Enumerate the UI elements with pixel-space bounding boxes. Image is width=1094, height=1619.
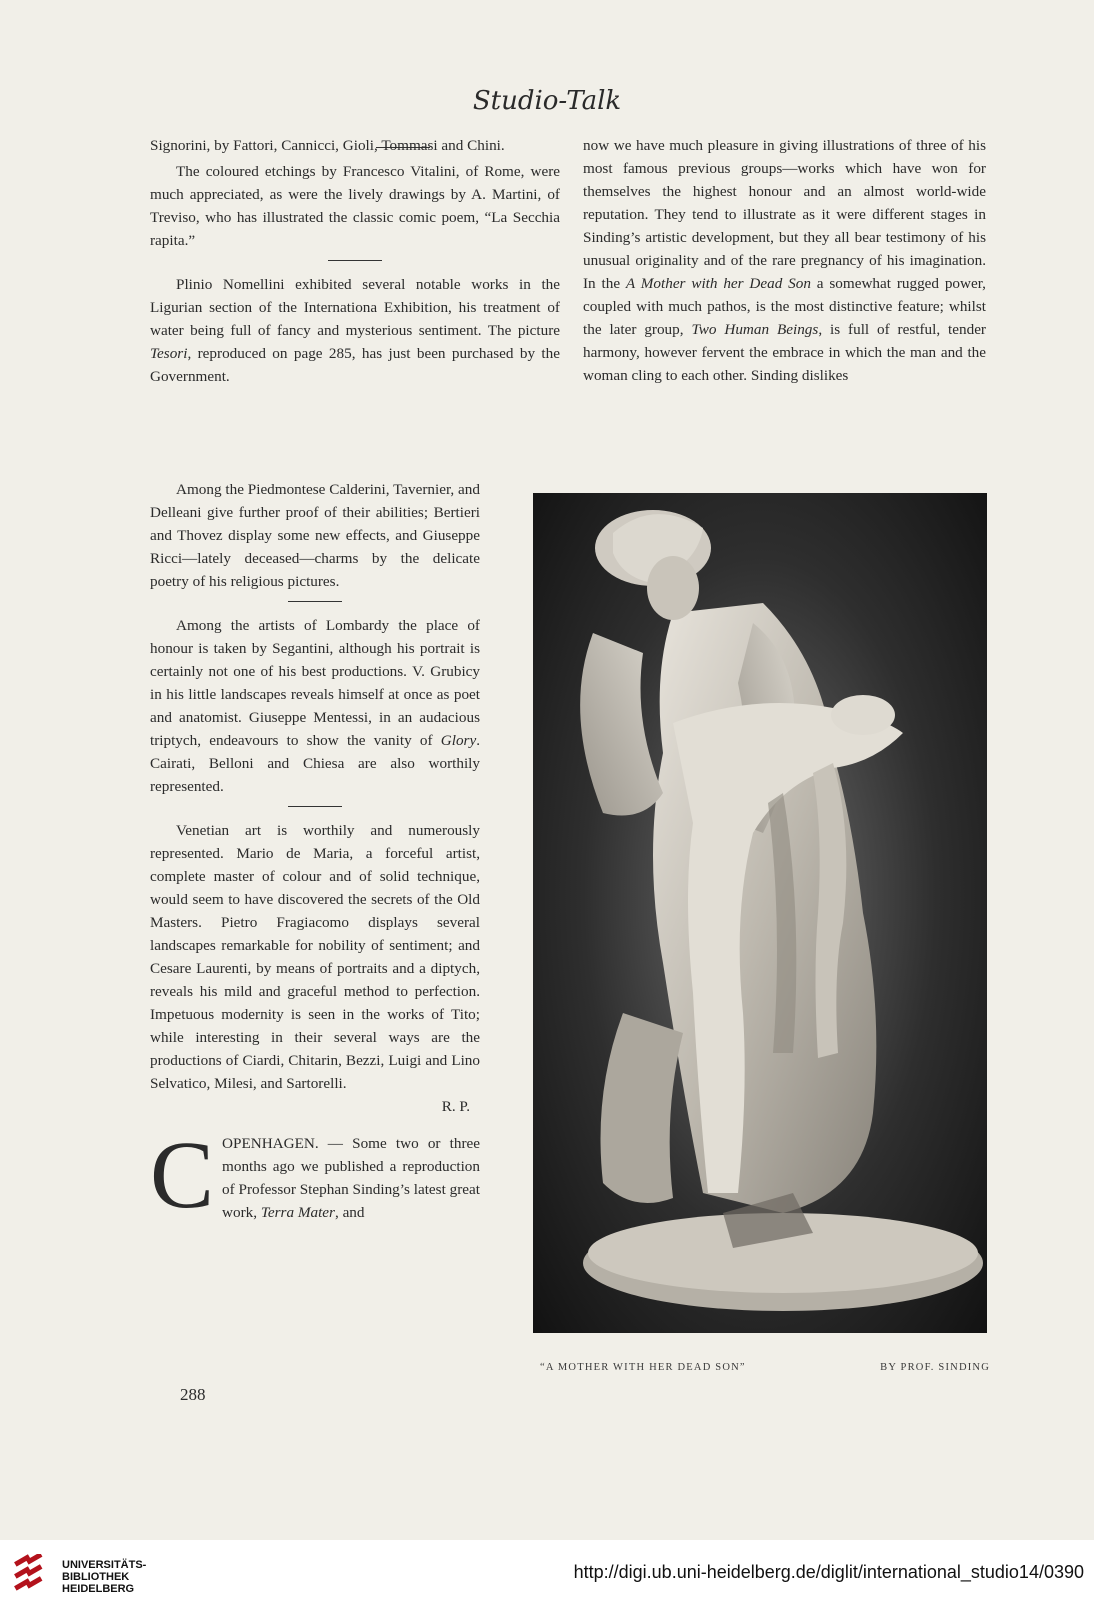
paragraph-piedmontese: Among the Piedmontese Calderini, Tavernier, and Delleani give further proof of their abilities; Bertieri and Thovez display some new effects, and Giuseppe Ricci—lately deceased—charms by the delicate poetry of his religious pictures. xyxy=(150,481,480,590)
footer-bar xyxy=(0,1540,1094,1619)
section-rule xyxy=(288,601,342,602)
right-column-upper xyxy=(583,134,986,387)
text-run: OPENHAGEN. — Some two or three months ago we published a reproduction of Professor Stephan Sinding’s latest great work, xyxy=(222,1135,480,1221)
left-column-upper xyxy=(150,134,560,388)
italic-title: Two Human Beings xyxy=(691,321,819,338)
text-run: , and xyxy=(334,1204,365,1221)
caption-title: “A MOTHER WITH HER DEAD SON” xyxy=(540,1362,746,1373)
figure-caption xyxy=(540,1362,990,1373)
left-column-narrow xyxy=(150,478,480,1228)
section-rule xyxy=(288,806,342,807)
sculpture-illustration xyxy=(533,493,987,1333)
paragraph-vitalini: The coloured etchings by Francesco Vitalini, of Rome, were much appreciated, as were the lively drawings by A. Martini, of Treviso, who has illustrated the classic comic poem, “La Secchia rapita.” xyxy=(150,163,560,249)
caption-credit: BY PROF. SINDING xyxy=(880,1362,990,1373)
paragraph-sinding xyxy=(583,134,986,387)
paragraph-nomellini xyxy=(150,273,560,388)
text-run: Among the artists of Lombardy the place of honour is taken by Segantini, although his portrait is certainly not one of his best productions. V. Grubicy in his little landscapes reveals himself at once as poet and anatomist. Giuseppe Mentessi, in an audacious triptych, endeavours to show the vanity of xyxy=(150,617,480,749)
text-run: a somewhat rugged power, coupled with much pathos, is the most distinctive feature; whilst the later group, xyxy=(583,275,986,338)
section-rule xyxy=(328,260,382,261)
paragraph-lombardy xyxy=(150,614,480,798)
italic-title: Terra Mater xyxy=(260,1204,335,1221)
text-run: now we have much pleasure in giving illustrations of three of his most famous previous groups—works which have won for themselves the highest honour and an almost world-wide reputation. They tend to illustrate as it were different stages in Sinding’s artistic development, but they all bear testimony of his unusual originality and of the rare pregnancy of his imagination. In the xyxy=(583,137,986,292)
italic-title: A Mother with her Dead Son xyxy=(625,275,811,292)
text-run: , is full of restful, tender harmony, however fervent the embrace in which the man and the woman cling to each other. Sinding dislikes xyxy=(583,321,986,384)
text-run: . Cairati, Belloni and Chiesa are also worthily represented. xyxy=(150,732,480,795)
sculpture-photograph xyxy=(533,493,987,1333)
page-number: 288 xyxy=(180,1385,206,1404)
paragraph-signorini: Signorini, by Fattori, Cannicci, Gioli, Tommasi and Chini. xyxy=(150,137,505,154)
library-name xyxy=(62,1559,146,1595)
text-run: Plinio Nomellini exhibited several notable works in the Ligurian section of the Internationa Exhibition, his treatment of water being full of fancy and mysterious sentiment. The picture xyxy=(150,276,560,339)
text-run: , reproduced on page 285, has just been purchased by the Government. xyxy=(150,345,560,385)
italic-title: Glory xyxy=(440,732,477,749)
author-signature: R. P. xyxy=(441,1098,470,1115)
paragraph-copenhagen xyxy=(150,1121,480,1228)
library-name-line: HEIDELBERG xyxy=(62,1583,135,1595)
library-name-line: BIBLIOTHEK xyxy=(62,1571,130,1583)
drop-cap: C xyxy=(150,1121,215,1228)
library-logo-icon xyxy=(12,1554,52,1598)
source-url-link[interactable]: http://digi.ub.uni-heidelberg.de/diglit/international_studio14/0390 xyxy=(573,1562,1084,1582)
library-name-line: UNIVERSITÄTS- xyxy=(62,1559,147,1571)
paragraph-venetian: Venetian art is worthily and numerously represented. Mario de Maria, a forceful artist, complete master of colour and of solid technique, would seem to have discovered the secrets of the Old Masters. Pietro Fragiacomo displays several landscapes remarkable for nobility of sentiment; and Cesare Laurenti, by means of portraits and a diptych, reveals his mild and graceful method to perfection. Impetuous modernity is seen in the works of Tito; while interesting in their several ways are the productions of Ciardi, Chitarin, Bezzi, Luigi and Lino Selvatico, Milesi, and Sartorelli. xyxy=(150,822,480,1092)
running-header: Studio-Talk xyxy=(472,86,622,116)
italic-title: Tesori xyxy=(150,345,188,362)
